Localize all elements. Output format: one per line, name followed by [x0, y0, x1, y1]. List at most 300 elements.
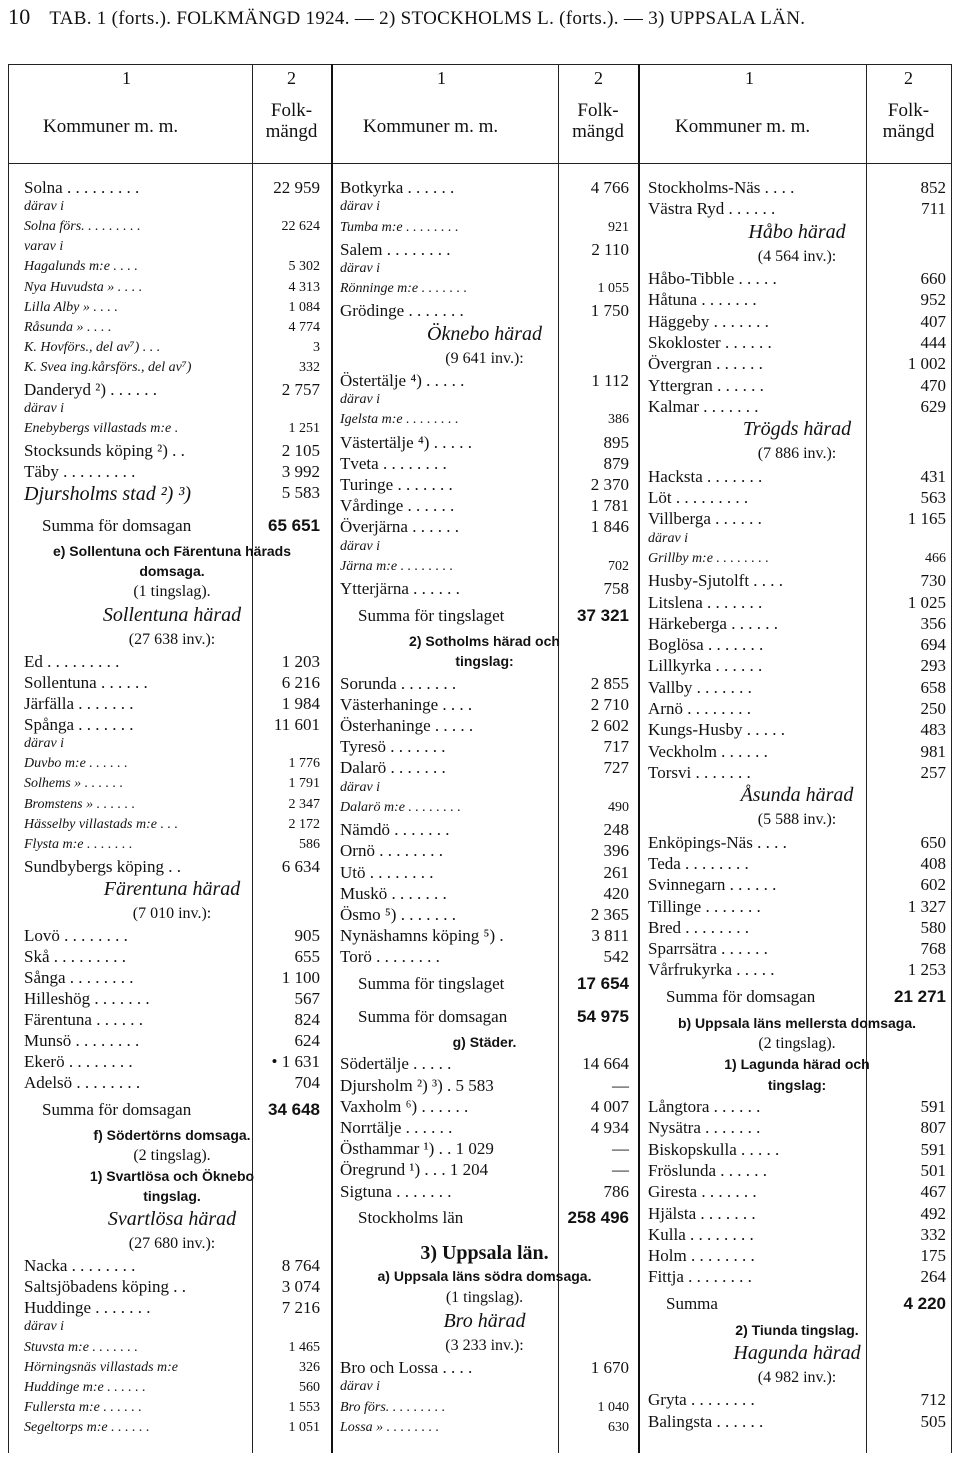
population-value: 602 [920, 875, 946, 895]
section-heading [648, 1077, 946, 1097]
table-row [340, 559, 629, 579]
population-value: 11 601 [273, 715, 320, 735]
row-label: Adelsö . . . . . . . . [24, 1073, 141, 1093]
column-header-folkmangd [866, 64, 951, 164]
table-row [24, 462, 320, 483]
table-row [340, 780, 629, 800]
row-label: Stuvsta m:e . . . . . . . [24, 1339, 138, 1355]
table-row [648, 531, 946, 551]
population-value: 711 [921, 199, 946, 219]
row-label: Vaxholm ⁶) . . . . . . [340, 1096, 469, 1116]
row-label: Härkeberga . . . . . . [648, 613, 778, 633]
district-heading [24, 1208, 320, 1235]
row-label: Råsunda » . . . . [24, 319, 112, 335]
table-row [24, 1340, 320, 1360]
row-label: Enebybergs villastads m:e . [24, 421, 179, 437]
row-label: Fullersta m:e . . . . . . [24, 1399, 142, 1415]
column-header-kommuner [8, 64, 252, 164]
heading-text: (7 886 inv.): [757, 445, 837, 463]
row-label: Sorunda . . . . . . . [340, 673, 457, 693]
group-divider [638, 64, 640, 1453]
heading-text: Öknebo härad [427, 322, 542, 345]
table-row [24, 1052, 320, 1073]
table-row [24, 1298, 320, 1319]
row-label: Veckholm . . . . . . [648, 741, 768, 761]
column-title [866, 100, 951, 142]
caption-line [24, 905, 320, 926]
row-label: därav i [340, 260, 381, 276]
table-row [648, 1204, 946, 1225]
row-label: Teda . . . . . . . . [648, 853, 749, 873]
row-label: Kalmar . . . . . . . [648, 396, 759, 416]
population-value: 3 811 [591, 926, 629, 946]
population-value: 1 327 [907, 896, 946, 916]
table-row [24, 947, 320, 968]
caption-line [24, 583, 320, 604]
population-value: 1 203 [281, 652, 320, 671]
table-row [340, 517, 629, 538]
column-title: Kommuner m. m. [675, 116, 811, 137]
population-value: 332 [299, 359, 320, 375]
table-row [648, 1390, 946, 1411]
population-value: 2 710 [590, 694, 629, 714]
population-value: 1 553 [288, 1399, 320, 1415]
row-label: Danderyd ²) . . . . . . [24, 380, 158, 399]
population-value: 6 634 [281, 856, 320, 876]
heading-text: 2) Tiunda tingslag. [735, 1321, 859, 1338]
row-label: Öregrund ¹) . . . 1 204 [340, 1160, 489, 1180]
row-label: Grillby m:e . . . . . . . . [648, 550, 769, 566]
population-value: 952 [920, 290, 946, 310]
row-label: därav i [340, 392, 381, 407]
table-row [24, 300, 320, 320]
population-value: 501 [920, 1160, 946, 1180]
row-label: Summa för tingslaget [358, 605, 505, 625]
table-row [24, 280, 320, 300]
population-value: 483 [920, 720, 946, 740]
heading-text: Hagunda härad [733, 1342, 861, 1364]
row-label: Stockholms-Näs . . . . [648, 178, 795, 197]
row-label: Botkyrka . . . . . . [340, 178, 455, 197]
page-header [8, 4, 805, 30]
heading-text: (5 588 inv.): [757, 811, 837, 829]
population-value: 1 084 [288, 299, 320, 315]
row-label: Sigtuna . . . . . . . [340, 1181, 452, 1201]
population-value: 34 648 [268, 1099, 320, 1119]
population-value: 175 [920, 1246, 946, 1266]
summary-row [340, 969, 629, 1002]
district-heading [340, 323, 629, 350]
row-label: därav i [24, 199, 65, 215]
table-row [24, 968, 320, 989]
row-label: Håbo-Tibble . . . . . [648, 269, 777, 288]
district-heading [648, 1342, 946, 1369]
population-value: 408 [920, 853, 946, 873]
row-label: Summa [666, 1294, 718, 1314]
population-value: 65 651 [268, 515, 320, 535]
heading-text: domsaga. [139, 562, 205, 579]
table-row [648, 397, 946, 418]
table-row [648, 897, 946, 918]
population-value: 2 370 [590, 474, 629, 494]
table-row [24, 857, 320, 878]
row-label: Solna förs. . . . . . . . . [24, 219, 141, 235]
population-value: 1 165 [907, 509, 946, 529]
section-heading [340, 653, 629, 673]
section-heading [340, 1034, 629, 1054]
caption-line [24, 1235, 320, 1256]
table-row [648, 918, 946, 939]
row-label: Tillinge . . . . . . . [648, 896, 761, 916]
district-heading [648, 418, 946, 445]
table-row [24, 219, 320, 239]
population-value: 630 [608, 1419, 629, 1435]
population-value: — [612, 1160, 629, 1180]
population-value: 407 [920, 311, 946, 331]
population-value: 4 220 [903, 1294, 946, 1314]
table-row [340, 1358, 629, 1379]
table-row [648, 614, 946, 635]
row-label: Muskö . . . . . . . [340, 883, 447, 903]
table-row [24, 441, 320, 462]
district-heading [648, 784, 946, 811]
population-value: 921 [608, 219, 629, 235]
row-label: Sånga . . . . . . . . [24, 967, 134, 987]
population-value: 2 347 [288, 796, 320, 812]
row-label: Djursholm ²) ³) . 5 583 [340, 1075, 494, 1095]
table-row [340, 371, 629, 392]
population-value: 54 975 [577, 1006, 629, 1026]
table-row [648, 1412, 946, 1433]
district-heading [648, 221, 946, 248]
row-label: Fittja . . . . . . . . [648, 1267, 752, 1287]
caption-line [24, 631, 320, 652]
row-label: Tyresö . . . . . . . [340, 737, 446, 757]
column-header-folkmangd [252, 64, 331, 164]
population-value: 895 [603, 432, 629, 452]
population-value: 4 007 [590, 1096, 629, 1116]
population-value: 717 [603, 737, 629, 757]
heading-text: (1 tingslag). [445, 1288, 524, 1306]
population-value: 250 [920, 699, 946, 718]
table-row [648, 1246, 946, 1267]
population-value: 444 [920, 332, 946, 352]
column-number: 2 [594, 68, 603, 88]
table-row [24, 1380, 320, 1400]
population-value: 1 670 [590, 1358, 629, 1378]
table-row [24, 199, 320, 219]
table-row [340, 674, 629, 695]
population-value: 2 602 [590, 716, 629, 735]
population-value: 21 271 [894, 987, 946, 1007]
table-row [24, 1360, 320, 1380]
population-value: 704 [294, 1073, 320, 1093]
row-label: Lovö . . . . . . . . [24, 925, 128, 945]
population-value: 505 [920, 1411, 946, 1431]
caption-line [340, 1337, 629, 1358]
section-heading [648, 1015, 946, 1035]
row-label: Hilleshög . . . . . . . [24, 989, 150, 1008]
table-row [24, 817, 320, 837]
table-row [340, 1420, 629, 1440]
caption-line [340, 1289, 629, 1310]
population-value: 293 [920, 656, 946, 676]
table-row [24, 797, 320, 817]
population-value: 981 [920, 741, 946, 761]
population-value: 730 [920, 571, 946, 591]
heading-text: Håbo härad [748, 220, 846, 243]
row-label: Flysta m:e . . . . . . . [24, 836, 133, 852]
column-title-line: Folk- [577, 100, 619, 121]
row-label: Huddinge m:e . . . . . . [24, 1379, 146, 1395]
heading-text: (9 641 inv.): [445, 349, 524, 367]
row-label: därav i [340, 779, 381, 795]
table-row [340, 496, 629, 517]
row-label: Hacksta . . . . . . . [648, 466, 763, 486]
heading-text: (3 233 inv.): [445, 1336, 524, 1354]
section-heading [24, 563, 320, 583]
table-row [24, 178, 320, 199]
population-value: 852 [920, 178, 946, 197]
row-label: Sundbybergs köping . . [24, 856, 181, 876]
district-heading [24, 604, 320, 631]
population-value: 563 [920, 487, 946, 507]
heading-text: (27 680 inv.): [128, 1235, 216, 1253]
population-value: 591 [920, 1097, 946, 1116]
row-label: Solna . . . . . . . . . [24, 178, 140, 197]
population-value: 326 [299, 1359, 320, 1375]
heading-text: f) Södertörns domsaga. [93, 1126, 251, 1143]
row-label: Torö . . . . . . . . [340, 947, 440, 967]
row-label: Österhaninge . . . . . [340, 716, 474, 735]
row-label: Utö . . . . . . . . [340, 862, 434, 882]
table-row [340, 412, 629, 432]
population-value: 1 984 [281, 694, 320, 714]
row-label: Håtuna . . . . . . . [648, 290, 757, 310]
row-label: Vårfrukyrka . . . . . [648, 960, 775, 980]
row-label: Yttergran . . . . . . [648, 375, 764, 395]
heading-text: Åsunda härad [740, 784, 854, 807]
population-value: 466 [925, 550, 946, 566]
population-value: 1 055 [597, 281, 629, 297]
population-value: 1 100 [281, 967, 320, 987]
district-heading [24, 878, 320, 905]
row-label: Boglösa . . . . . . . [648, 635, 764, 655]
table-row [648, 742, 946, 763]
row-label: Hässelby villastads m:e . . . [24, 816, 178, 832]
row-label: Bromstens » . . . . . . [24, 796, 136, 812]
row-label: Husby-Sjutolft . . . . [648, 571, 784, 591]
column-title: Kommuner m. m. [363, 116, 499, 137]
table-row [648, 199, 946, 220]
table-row [648, 467, 946, 488]
column-title-line: mängd [882, 121, 935, 142]
table-row [340, 433, 629, 454]
table-row [24, 989, 320, 1010]
table-row [648, 1097, 946, 1118]
row-label: Hjälsta . . . . . . . [648, 1203, 756, 1223]
table-row [340, 579, 629, 600]
population-value: 492 [920, 1203, 946, 1223]
population-value: 14 664 [582, 1054, 629, 1074]
population-value: 4 313 [288, 279, 320, 295]
row-label: Nacka . . . . . . . . [24, 1256, 136, 1276]
heading-text: 3) Uppsala län. [420, 1241, 549, 1264]
table-row [340, 1054, 629, 1075]
row-label: Fröslunda . . . . . . [648, 1160, 767, 1180]
population-value: 591 [920, 1139, 946, 1159]
column-title-line: Folk- [887, 100, 930, 121]
population-value: 264 [920, 1267, 946, 1287]
row-label: Vårdinge . . . . . . [340, 496, 455, 516]
table-row [24, 926, 320, 947]
row-label: Södertälje . . . . . [340, 1054, 452, 1074]
population-value: 1 781 [590, 496, 629, 516]
heading-text: e) Sollentuna och Färentuna härads [52, 542, 292, 559]
population-value: 1 051 [288, 1419, 320, 1435]
row-label: Bro och Lossa . . . . [340, 1358, 473, 1378]
table-row [340, 884, 629, 905]
table-left-border [8, 64, 9, 1453]
summary-row [648, 982, 946, 1015]
column-number: 1 [745, 68, 754, 88]
table-row [24, 1319, 320, 1339]
population-value: 2 757 [281, 380, 320, 399]
column-title-line: mängd [572, 121, 624, 142]
row-label: Vallby . . . . . . . [648, 677, 752, 697]
heading-text: a) Uppsala läns södra domsaga. [377, 1268, 592, 1285]
table-row [648, 720, 946, 741]
population-value: 1 750 [590, 301, 629, 321]
table-row [24, 483, 320, 510]
population-value: • 1 631 [271, 1052, 320, 1072]
table-row [24, 673, 320, 694]
row-label: Järfälla . . . . . . . [24, 694, 134, 714]
row-label: Övergran . . . . . . [648, 354, 763, 374]
table-row [648, 333, 946, 354]
summary-row [648, 1289, 946, 1322]
summary-row [24, 1094, 320, 1127]
row-label: Täby . . . . . . . . . [24, 462, 136, 482]
row-label: Nya Huvudsta » . . . . [24, 279, 143, 295]
table-row [648, 509, 946, 530]
row-label: Ornö . . . . . . . . [340, 841, 443, 861]
row-label: Solhems » . . . . . . [24, 776, 124, 792]
row-label: Nynäshamns köping ⁵) . [340, 926, 504, 946]
summary-row [340, 1001, 629, 1034]
population-value: 1 465 [288, 1339, 320, 1355]
table-row [24, 756, 320, 776]
population-value: 629 [920, 396, 946, 416]
heading-text: (7 010 inv.): [132, 904, 212, 922]
table-row [340, 841, 629, 862]
row-label: Villberga . . . . . . [648, 509, 762, 529]
population-value: 7 216 [281, 1298, 320, 1318]
section-heading [24, 1188, 320, 1208]
population-value: — [612, 1139, 629, 1159]
summary-row [340, 600, 629, 633]
row-label: Gryta . . . . . . . . [648, 1390, 755, 1410]
column-header-kommuner [331, 64, 558, 164]
row-label: Sollentuna . . . . . . [24, 673, 148, 692]
population-value: 1 846 [590, 517, 629, 537]
row-label: Salem . . . . . . . . [340, 239, 451, 259]
heading-text: 1) Lagunda härad och [724, 1056, 870, 1073]
population-value: 2 105 [281, 441, 320, 461]
row-label: Kulla . . . . . . . . [648, 1224, 754, 1244]
table-row [24, 837, 320, 857]
row-label: därav i [24, 1319, 65, 1335]
row-label: därav i [340, 1379, 381, 1395]
population-value: 22 959 [273, 178, 320, 197]
row-label: Summa för domsagan [358, 1006, 508, 1026]
row-label: Biskopskulla . . . . . [648, 1139, 780, 1159]
table-row [340, 475, 629, 496]
heading-text: 2) Sotholms härad och [409, 633, 560, 650]
population-value: 3 992 [281, 462, 320, 482]
row-label: Hagalunds m:e . . . . [24, 259, 138, 275]
row-label: Holm . . . . . . . . [648, 1246, 755, 1266]
population-value: 420 [603, 883, 629, 903]
row-label: Löt . . . . . . . . . [648, 487, 749, 507]
population-value: 727 [603, 758, 629, 778]
table-row [648, 875, 946, 896]
population-value: 1 025 [907, 592, 946, 612]
table-row [24, 1031, 320, 1052]
row-label: Igelsta m:e . . . . . . . . [340, 412, 459, 428]
row-label: Ytterjärna . . . . . . [340, 579, 460, 599]
population-value: 807 [920, 1118, 946, 1138]
table-row [340, 758, 629, 779]
row-label: Skå . . . . . . . . . [24, 946, 126, 966]
caption-line [648, 248, 946, 269]
row-label: Turinge . . . . . . . [340, 474, 453, 494]
heading-text: (27 638 inv.): [128, 630, 216, 648]
table-row [340, 905, 629, 926]
table-row [340, 716, 629, 737]
table-row [340, 301, 629, 322]
column-header-folkmangd [558, 64, 638, 164]
row-label: Munsö . . . . . . . . [24, 1031, 140, 1051]
row-label: Nysätra . . . . . . . [648, 1118, 761, 1138]
heading-text: Bro härad [443, 1309, 526, 1332]
table-row [24, 1277, 320, 1298]
population-value: 824 [294, 1010, 320, 1030]
column-title: Kommuner m. m. [43, 116, 179, 137]
row-label: Norrtälje . . . . . . [340, 1118, 453, 1137]
row-label: Överjärna . . . . . . [340, 517, 459, 537]
page-title: TAB. 1 (forts.). FOLKMÄNGD 1924. — 2) STOCKHOLMS L. (forts.). — 3) UPPSALA LÄN. [49, 8, 806, 29]
heading-text: 1) Svartlösa och Öknebo [89, 1168, 255, 1185]
population-value: 650 [920, 832, 946, 852]
table-row [648, 960, 946, 981]
row-label: Duvbo m:e . . . . . . [24, 756, 128, 772]
table-row [648, 571, 946, 592]
table-row [340, 737, 629, 758]
population-value: 712 [920, 1390, 946, 1410]
heading-text: Trögds härad [742, 418, 852, 441]
row-label: Svinnegarn . . . . . . [648, 875, 777, 895]
page-number: 10 [8, 4, 31, 29]
row-label: Dalarö m:e . . . . . . . . [340, 799, 461, 815]
row-label: Djursholms stad ²) ³) [24, 483, 192, 506]
row-label: Summa för tingslaget [358, 973, 505, 993]
population-value: 431 [920, 466, 946, 486]
population-value: 567 [294, 989, 320, 1008]
population-value: 490 [608, 799, 629, 815]
population-value: 542 [603, 947, 629, 967]
row-label: Tveta . . . . . . . . [340, 453, 447, 473]
